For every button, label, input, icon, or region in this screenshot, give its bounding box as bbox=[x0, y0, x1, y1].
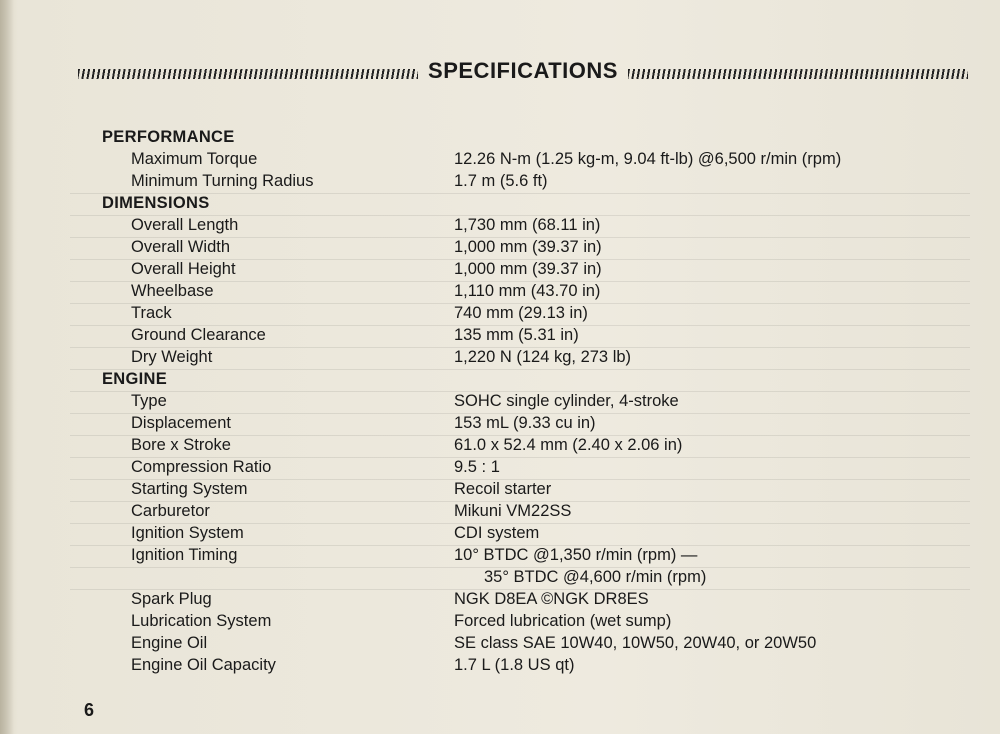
spec-row bbox=[102, 324, 982, 346]
spec-row bbox=[102, 434, 982, 456]
spec-value: Mikuni VM22SS bbox=[454, 502, 572, 520]
spec-value: 1,730 mm (68.11 in) bbox=[454, 216, 601, 234]
spec-label: Carburetor bbox=[131, 502, 210, 520]
spec-row bbox=[102, 478, 982, 500]
spec-value: 740 mm (29.13 in) bbox=[454, 304, 588, 322]
spec-row bbox=[102, 500, 982, 522]
spec-label: Overall Width bbox=[131, 238, 231, 256]
spec-label: Ignition System bbox=[131, 524, 244, 542]
section-heading-engine: ENGINE bbox=[102, 370, 168, 388]
spec-value: 135 mm (5.31 in) bbox=[454, 326, 579, 344]
spec-row bbox=[102, 302, 982, 324]
spec-label: Overall Length bbox=[131, 216, 239, 234]
spec-row bbox=[102, 390, 982, 412]
spec-row bbox=[102, 236, 982, 258]
page-header bbox=[78, 56, 968, 86]
spec-label: Track bbox=[131, 304, 172, 322]
spec-label: Dry Weight bbox=[131, 348, 213, 366]
spec-label: Engine Oil Capacity bbox=[131, 656, 276, 674]
spec-value: CDI system bbox=[454, 524, 540, 542]
spec-value: 61.0 x 52.4 mm (2.40 x 2.06 in) bbox=[454, 436, 683, 454]
spec-value: 1,000 mm (39.37 in) bbox=[454, 238, 602, 256]
spec-value: 1,110 mm (43.70 in) bbox=[454, 282, 601, 300]
spec-label: Overall Height bbox=[131, 260, 236, 278]
spec-label: Engine Oil bbox=[131, 634, 208, 652]
page-number: 6 bbox=[84, 700, 95, 720]
spec-value: 153 mL (9.33 cu in) bbox=[454, 414, 596, 432]
spec-label: Minimum Turning Radius bbox=[131, 172, 314, 190]
spec-row bbox=[102, 214, 982, 236]
spec-value: 1,220 N (124 kg, 273 lb) bbox=[454, 348, 632, 366]
section-heading-performance: PERFORMANCE bbox=[102, 128, 235, 146]
spec-row bbox=[102, 346, 982, 368]
section-heading-dimensions: DIMENSIONS bbox=[102, 194, 210, 212]
spec-label: Spark Plug bbox=[131, 590, 212, 608]
spec-value: 1.7 L (1.8 US qt) bbox=[454, 656, 575, 674]
spec-label: Compression Ratio bbox=[131, 458, 272, 476]
spec-row bbox=[102, 412, 982, 434]
spec-row bbox=[102, 654, 982, 676]
header-dot-rule-left bbox=[78, 69, 418, 79]
spec-value: 10° BTDC @1,350 r/min (rpm) — bbox=[454, 546, 698, 564]
spec-value: NGK D8EA ©NGK DR8ES bbox=[454, 590, 649, 608]
spec-label: Displacement bbox=[131, 414, 231, 432]
spec-row bbox=[102, 170, 982, 192]
spec-row bbox=[102, 456, 982, 478]
spec-value-continuation: 35° BTDC @4,600 r/min (rpm) bbox=[484, 568, 707, 586]
spec-label: Ignition Timing bbox=[131, 546, 238, 564]
page-title: SPECIFICATIONS bbox=[428, 58, 618, 83]
spec-row bbox=[102, 522, 982, 544]
spec-value: 1,000 mm (39.37 in) bbox=[454, 260, 602, 278]
spec-row bbox=[102, 258, 982, 280]
header-dot-rule-right bbox=[628, 69, 968, 79]
spec-label: Type bbox=[131, 392, 167, 410]
spec-row bbox=[102, 632, 982, 654]
spec-row-continuation bbox=[102, 566, 982, 588]
spec-row bbox=[102, 544, 982, 566]
spec-row bbox=[102, 610, 982, 632]
spec-row bbox=[102, 588, 982, 610]
spec-label: Lubrication System bbox=[131, 612, 272, 630]
spec-label: Wheelbase bbox=[131, 282, 214, 300]
spec-label: Starting System bbox=[131, 480, 248, 498]
spec-value: SE class SAE 10W40, 10W50, 20W40, or 20W50 bbox=[454, 634, 817, 652]
spec-label: Maximum Torque bbox=[131, 150, 258, 168]
spec-label: Ground Clearance bbox=[131, 326, 266, 344]
spec-list bbox=[102, 126, 982, 676]
spec-value: SOHC single cylinder, 4-stroke bbox=[454, 392, 679, 410]
spec-row bbox=[102, 280, 982, 302]
spec-value: 12.26 N-m (1.25 kg-m, 9.04 ft-lb) @6,500 r/min (rpm) bbox=[454, 150, 842, 168]
spec-value: 9.5 : 1 bbox=[454, 458, 500, 476]
spec-row bbox=[102, 148, 982, 170]
spec-value: 1.7 m (5.6 ft) bbox=[454, 172, 548, 190]
spec-value: Forced lubrication (wet sump) bbox=[454, 612, 672, 630]
spec-label: Bore x Stroke bbox=[131, 436, 231, 454]
spec-value: Recoil starter bbox=[454, 480, 552, 498]
